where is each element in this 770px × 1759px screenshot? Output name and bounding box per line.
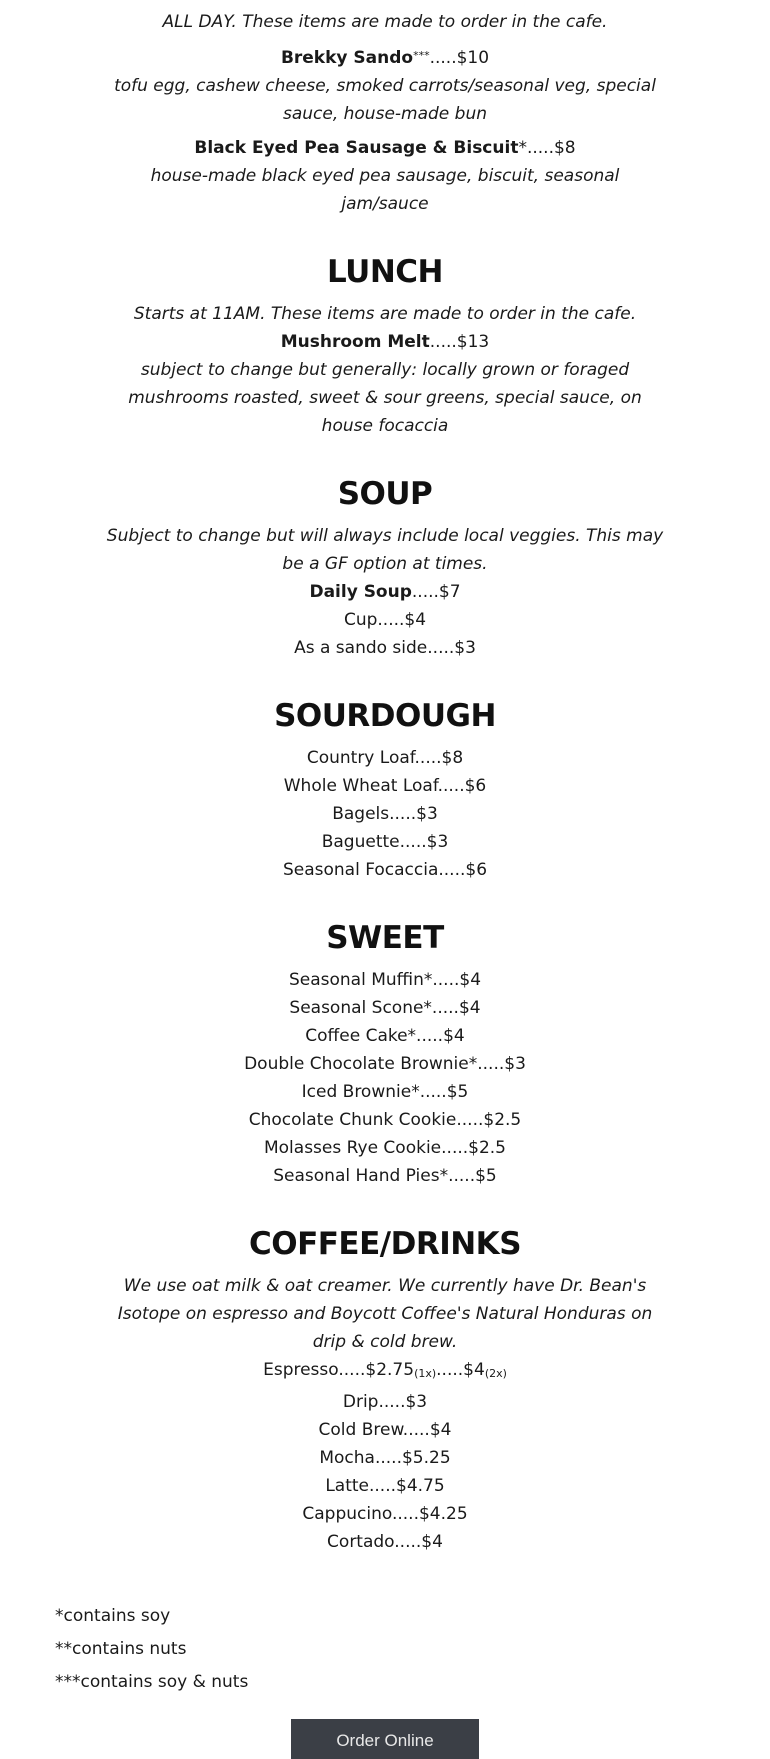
menu-item bbox=[105, 42, 665, 72]
lunch-section bbox=[105, 252, 665, 440]
allergen-notes bbox=[55, 1600, 715, 1699]
section-intro: We use oat milk & oat creamer. We currently have Dr. Bean's Isotope on espresso and Boycott Coffee's Natural Honduras on drip & cold brew. bbox=[117, 1276, 653, 1352]
menu-item: Seasonal Hand Pies*.....$5 bbox=[273, 1166, 497, 1186]
menu-item: Molasses Rye Cookie.....$2.5 bbox=[263, 1138, 507, 1158]
menu-item: Country Loaf.....$8 bbox=[306, 748, 464, 768]
section-title: SOUP bbox=[337, 476, 433, 512]
section-intro: Subject to change but will always include local veggies. This may be a GF option at times. bbox=[106, 526, 664, 574]
menu bbox=[105, 0, 665, 1556]
menu-item: Cappucino.....$4.25 bbox=[302, 1504, 468, 1524]
menu-item: Baguette.....$3 bbox=[321, 832, 449, 852]
section-title: SWEET bbox=[326, 920, 444, 956]
allergen-note: **contains nuts bbox=[55, 1639, 187, 1659]
menu-item bbox=[105, 1356, 665, 1388]
menu-item: As a sando side.....$3 bbox=[294, 638, 476, 658]
allergen-note: *contains soy bbox=[55, 1606, 171, 1626]
sourdough-section bbox=[105, 696, 665, 884]
menu-item: Chocolate Chunk Cookie.....$2.5 bbox=[248, 1110, 522, 1130]
menu-item bbox=[105, 578, 665, 606]
menu-item: Cup.....$4 bbox=[343, 610, 427, 630]
espresso-single: Espresso.....$2.75 bbox=[263, 1360, 415, 1380]
menu-item: Mocha.....$5.25 bbox=[319, 1448, 451, 1468]
item-name: Daily Soup bbox=[309, 582, 412, 602]
item-name: Brekky Sando bbox=[280, 48, 414, 68]
espresso-double-note: (2x) bbox=[484, 1367, 507, 1380]
menu-item: Latte.....$4.75 bbox=[325, 1476, 445, 1496]
breakfast-intro: ALL DAY. These items are made to order in the cafe. bbox=[162, 12, 608, 32]
allergen-note: ***contains soy & nuts bbox=[55, 1672, 249, 1692]
breakfast-section bbox=[105, 8, 665, 218]
order-button-wrap bbox=[0, 1719, 770, 1759]
espresso-single-note: (1x) bbox=[414, 1367, 437, 1380]
menu-item: Iced Brownie*.....$5 bbox=[301, 1082, 469, 1102]
menu-item: Cold Brew.....$4 bbox=[318, 1420, 452, 1440]
sweet-section bbox=[105, 918, 665, 1190]
coffee-section bbox=[105, 1224, 665, 1556]
menu-item: Double Chocolate Brownie*.....$3 bbox=[244, 1054, 526, 1074]
item-description: tofu egg, cashew cheese, smoked carrots/seasonal veg, special sauce, house-made bun bbox=[114, 76, 656, 124]
allergen-mark: * bbox=[518, 138, 527, 158]
item-description: subject to change but generally: locally grown or foraged mushrooms roasted, sweet & sour greens, special sauce, on house focaccia bbox=[128, 360, 642, 436]
menu-item: Cortado.....$4 bbox=[327, 1532, 443, 1552]
menu-item bbox=[105, 134, 665, 162]
item-price: .....$13 bbox=[429, 332, 490, 352]
menu-item: Drip.....$3 bbox=[342, 1392, 428, 1412]
item-name: Mushroom Melt bbox=[280, 332, 430, 352]
section-title: COFFEE/DRINKS bbox=[248, 1226, 522, 1262]
espresso-double: .....$4 bbox=[436, 1360, 485, 1380]
section-title: LUNCH bbox=[327, 254, 443, 290]
menu-item: Whole Wheat Loaf.....$6 bbox=[283, 776, 487, 796]
allergen-mark: *** bbox=[413, 49, 430, 62]
menu-item: Seasonal Focaccia.....$6 bbox=[282, 860, 488, 880]
order-online-button[interactable]: Order Online bbox=[291, 1719, 479, 1759]
menu-item bbox=[105, 328, 665, 356]
item-description: house-made black eyed pea sausage, biscuit, seasonal jam/sauce bbox=[150, 166, 620, 214]
item-price: .....$8 bbox=[526, 138, 576, 158]
menu-item: Seasonal Muffin*.....$4 bbox=[288, 970, 482, 990]
soup-section bbox=[105, 474, 665, 662]
item-price: .....$7 bbox=[411, 582, 461, 602]
menu-item: Coffee Cake*.....$4 bbox=[305, 1026, 465, 1046]
menu-item: Seasonal Scone*.....$4 bbox=[289, 998, 481, 1018]
item-price: .....$10 bbox=[429, 48, 490, 68]
section-intro: Starts at 11AM. These items are made to order in the cafe. bbox=[133, 304, 637, 324]
menu-item: Bagels.....$3 bbox=[332, 804, 438, 824]
section-title: SOURDOUGH bbox=[274, 698, 496, 734]
item-name: Black Eyed Pea Sausage & Biscuit bbox=[194, 138, 519, 158]
